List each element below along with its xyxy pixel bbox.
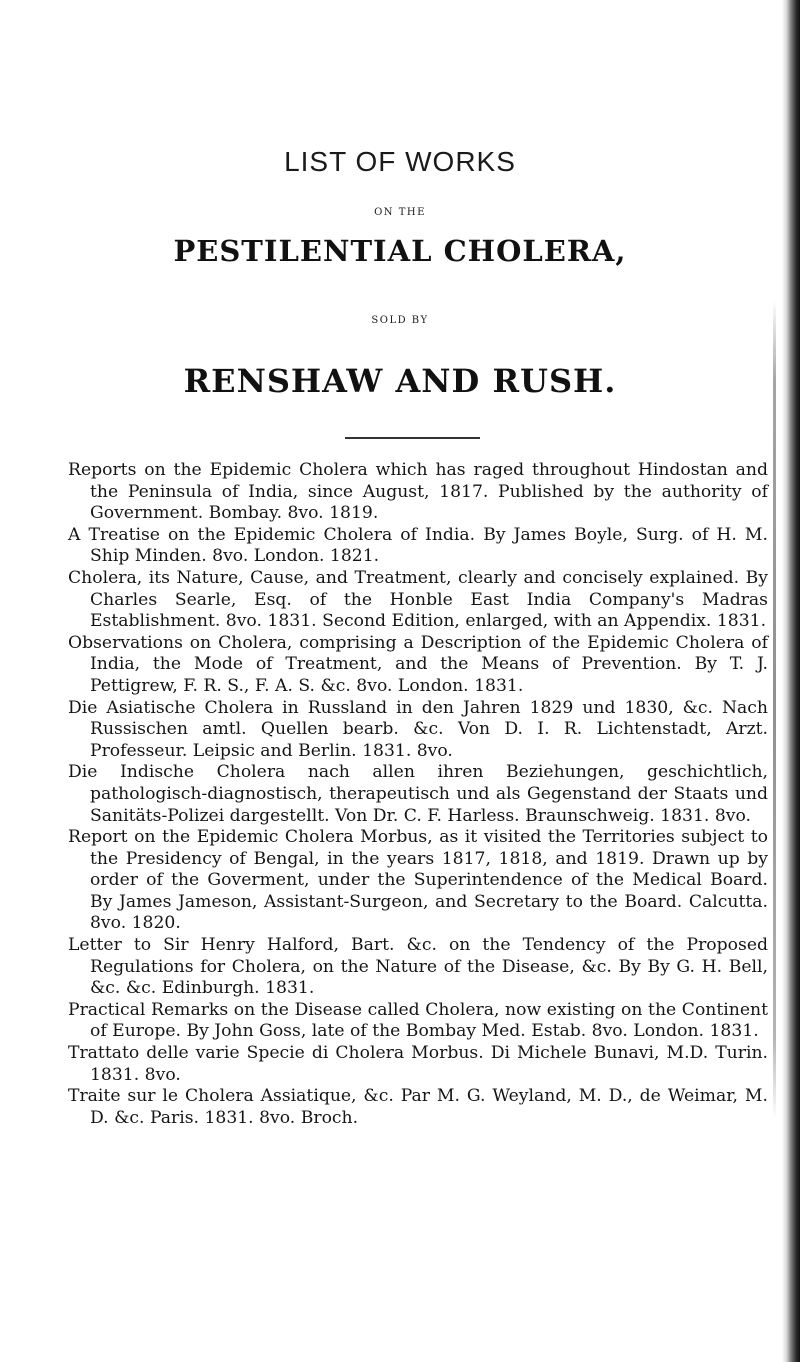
page-title: LIST OF WORKS bbox=[284, 146, 516, 177]
list-item: Observations on Cholera, comprising a Description of the Epidemic Cholera of India, the Mode of Treatment, and the Means of Prevention. By T. J. Pettigrew, F. R. S., F. A. S. &c. 8vo. London. 1831. bbox=[68, 632, 768, 696]
title-publisher: RENSHAW AND RUSH. bbox=[183, 362, 617, 400]
list-item: Traite sur le Cholera Assiatique, &c. Par M. G. Weyland, M. D., de Weimar, M. D. &c. Paris. 1831. 8vo. Broch. bbox=[68, 1086, 768, 1128]
page-gutter-shadow bbox=[773, 300, 776, 1120]
list-item: Letter to Sir Henry Halford, Bart. &c. on the Tendency of the Proposed Regulations for Cholera, on the Nature of the Disease, &c. By By G. H. Bell, &c. &c. Edinburgh. 1831. bbox=[68, 935, 768, 999]
page-binding-edge bbox=[782, 0, 800, 1362]
title-subject: PESTILENTIAL CHOLERA, bbox=[173, 234, 627, 268]
section-divider bbox=[345, 437, 480, 439]
list-item: Practical Remarks on the Disease called Cholera, now existing on the Continent of Europe. By John Goss, late of the Bombay Med. Estab. 8vo. London. 1831. bbox=[68, 999, 768, 1042]
list-item: Reports on the Epidemic Cholera which has raged throughout Hindostan and the Peninsula of India, since August, 1817. Published by the authority of Government. Bombay. 8vo. 1819. bbox=[68, 460, 768, 524]
list-item: Die Indische Cholera nach allen ihren Beziehungen, geschichtlich, pathologisch-diagnostisch, therapeutisch und als Gegenstand der Staats und Sanitäts-Polizei dargestellt. Von Dr. C. F. Harless. Braunschweig. 1831. 8vo. bbox=[68, 762, 768, 826]
list-item: Cholera, its Nature, Cause, and Treatment, clearly and concisely explained. By Charles Searle, Esq. of the Honble East India Company's Madras Establishment. 8vo. 1831. Second Edition, enlarged, with an Appendix. 1831. bbox=[68, 567, 768, 632]
list-item: Report on the Epidemic Cholera Morbus, as it visited the Territories subject to the Presidency of Bengal, in the years 1817, 1818, and 1819. Drawn up by order of the Goverment, under the Superintendence of the Medical Board. By James Jameson, Assistant-Surgeon, and Secretary to the Board. Calcutta. 8vo. 1820. bbox=[68, 827, 768, 934]
list-item: Die Asiatische Cholera in Russland in den Jahren 1829 und 1830, &c. Nach Russischen amtl. Quellen bearb. &c. Von D. I. R. Lichtenstadt, Arzt. Professeur. Leipsic and Berlin. 1831. 8vo. bbox=[68, 697, 768, 761]
title-on-the: ON THE bbox=[374, 207, 426, 218]
list-item: Trattato delle varie Specie di Cholera Morbus. Di Michele Bunavi, M.D. Turin. 1831. 8vo. bbox=[68, 1043, 768, 1085]
title-sold-by: SOLD BY bbox=[371, 315, 429, 326]
list-item: A Treatise on the Epidemic Cholera of India. By James Boyle, Surg. of H. M. Ship Minden. 8vo. London. 1821. bbox=[68, 524, 768, 567]
works-list bbox=[68, 460, 768, 1129]
